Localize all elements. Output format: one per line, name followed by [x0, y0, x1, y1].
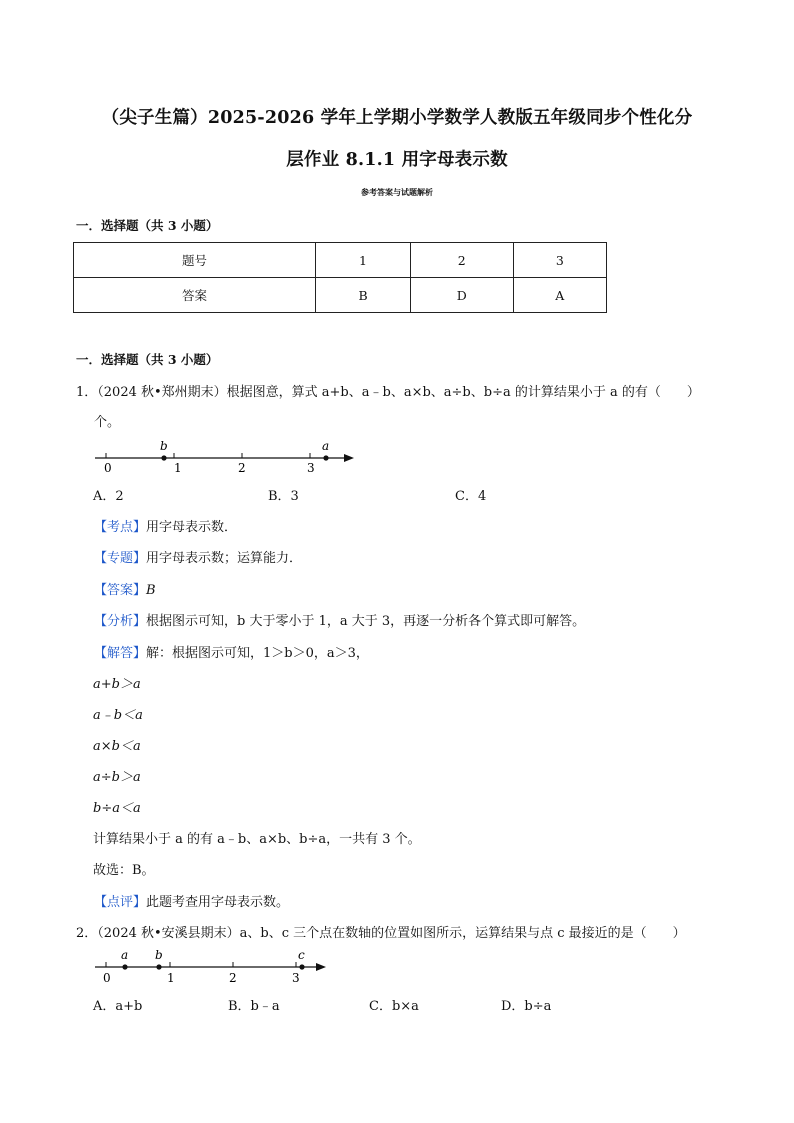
zhuanti-tag: 【专题】 — [94, 551, 147, 566]
dianping-line — [94, 891, 289, 910]
point-label: a — [322, 439, 330, 453]
daan-line — [94, 579, 156, 598]
jieda-tag: 【解答】 — [94, 646, 147, 661]
point-label: c — [298, 948, 305, 962]
table-row — [74, 278, 607, 313]
dianping-text: 此题考查用字母表示数。 — [146, 895, 290, 910]
zhuanti-text: 用字母表示数；运算能力． — [146, 551, 303, 566]
question-1-stem-cont: 个。 — [94, 415, 121, 430]
daan-text: B — [146, 583, 156, 598]
table-cell: B — [316, 278, 411, 313]
tick-label: 2 — [238, 461, 246, 475]
table-cell: A — [513, 278, 606, 313]
kaodian-line — [94, 516, 237, 535]
expression-3: a×b＜a — [93, 739, 141, 754]
answer-table — [73, 242, 607, 313]
table-cell: 题号 — [74, 243, 316, 278]
section-heading: 一．选择题（共 3 小题） — [76, 218, 219, 233]
conclusion: 计算结果小于 a 的有 a﹣b、a×b、b÷a，一共有 3 个。 — [93, 832, 421, 847]
tick-label: 1 — [167, 971, 175, 985]
kaodian-text: 用字母表示数． — [146, 520, 238, 535]
option-d: D．b÷a — [501, 999, 552, 1014]
expression-1: a+b＞a — [93, 677, 141, 692]
table-cell: 3 — [513, 243, 606, 278]
tick-label: 3 — [292, 971, 300, 985]
section-heading-2: 一．选择题（共 3 小题） — [76, 352, 219, 367]
tick-label: 3 — [307, 461, 315, 475]
table-cell: 1 — [316, 243, 411, 278]
point-label: b — [155, 948, 163, 962]
point-label: a — [121, 948, 129, 962]
page-title-line2: 层作业 8.1.1 用字母表示数 — [286, 150, 508, 170]
number-line-1 — [90, 436, 360, 478]
expression-4: a÷b＞a — [93, 770, 141, 785]
subtitle: 参考答案与试题解析 — [361, 187, 433, 197]
table-cell: 2 — [410, 243, 513, 278]
jieda-line — [94, 642, 369, 661]
tick-label: 0 — [104, 461, 112, 475]
expression-2: a﹣b＜a — [93, 708, 143, 723]
expression-5: b÷a＜a — [93, 801, 141, 816]
fenxi-tag: 【分析】 — [94, 614, 147, 629]
number-line-2 — [90, 944, 330, 986]
jieda-text: 解：根据图示可知，1＞b＞0，a＞3， — [146, 646, 369, 661]
table-cell: 答案 — [74, 278, 316, 313]
choose-line: 故选：B。 — [93, 863, 155, 878]
kaodian-tag: 【考点】 — [94, 520, 147, 535]
tick-label: 0 — [103, 971, 111, 985]
table-row — [74, 243, 607, 278]
option-b: B．3 — [268, 489, 299, 504]
option-c: C．b×a — [369, 999, 419, 1014]
option-b: B．b﹣a — [228, 999, 280, 1014]
page-title: （尖子生篇）2025-2026 学年上学期小学数学人教版五年级同步个性化分 — [101, 108, 693, 128]
tick-label: 2 — [229, 971, 237, 985]
question-2-stem: 2．（2024 秋•安溪县期末）a、b、c 三个点在数轴的位置如图所示，运算结果与点 c 最接近的是（ ） — [76, 926, 686, 941]
fenxi-text: 根据图示可知，b 大于零小于 1，a 大于 3，再逐一分析各个算式即可解答。 — [146, 614, 586, 629]
option-a: A．a+b — [93, 999, 143, 1014]
table-cell: D — [410, 278, 513, 313]
fenxi-line — [94, 610, 585, 629]
daan-tag: 【答案】 — [94, 583, 147, 598]
option-a: A．2 — [93, 489, 124, 504]
tick-label: 1 — [174, 461, 182, 475]
dianping-tag: 【点评】 — [94, 895, 147, 910]
zhuanti-line — [94, 547, 302, 566]
point-label: b — [160, 439, 168, 453]
option-c: C．4 — [455, 489, 487, 504]
question-1-stem: 1．（2024 秋•郑州期末）根据图意，算式 a+b、a﹣b、a×b、a÷b、b÷a 的计算结果小于 a 的有（ ） — [76, 385, 700, 400]
